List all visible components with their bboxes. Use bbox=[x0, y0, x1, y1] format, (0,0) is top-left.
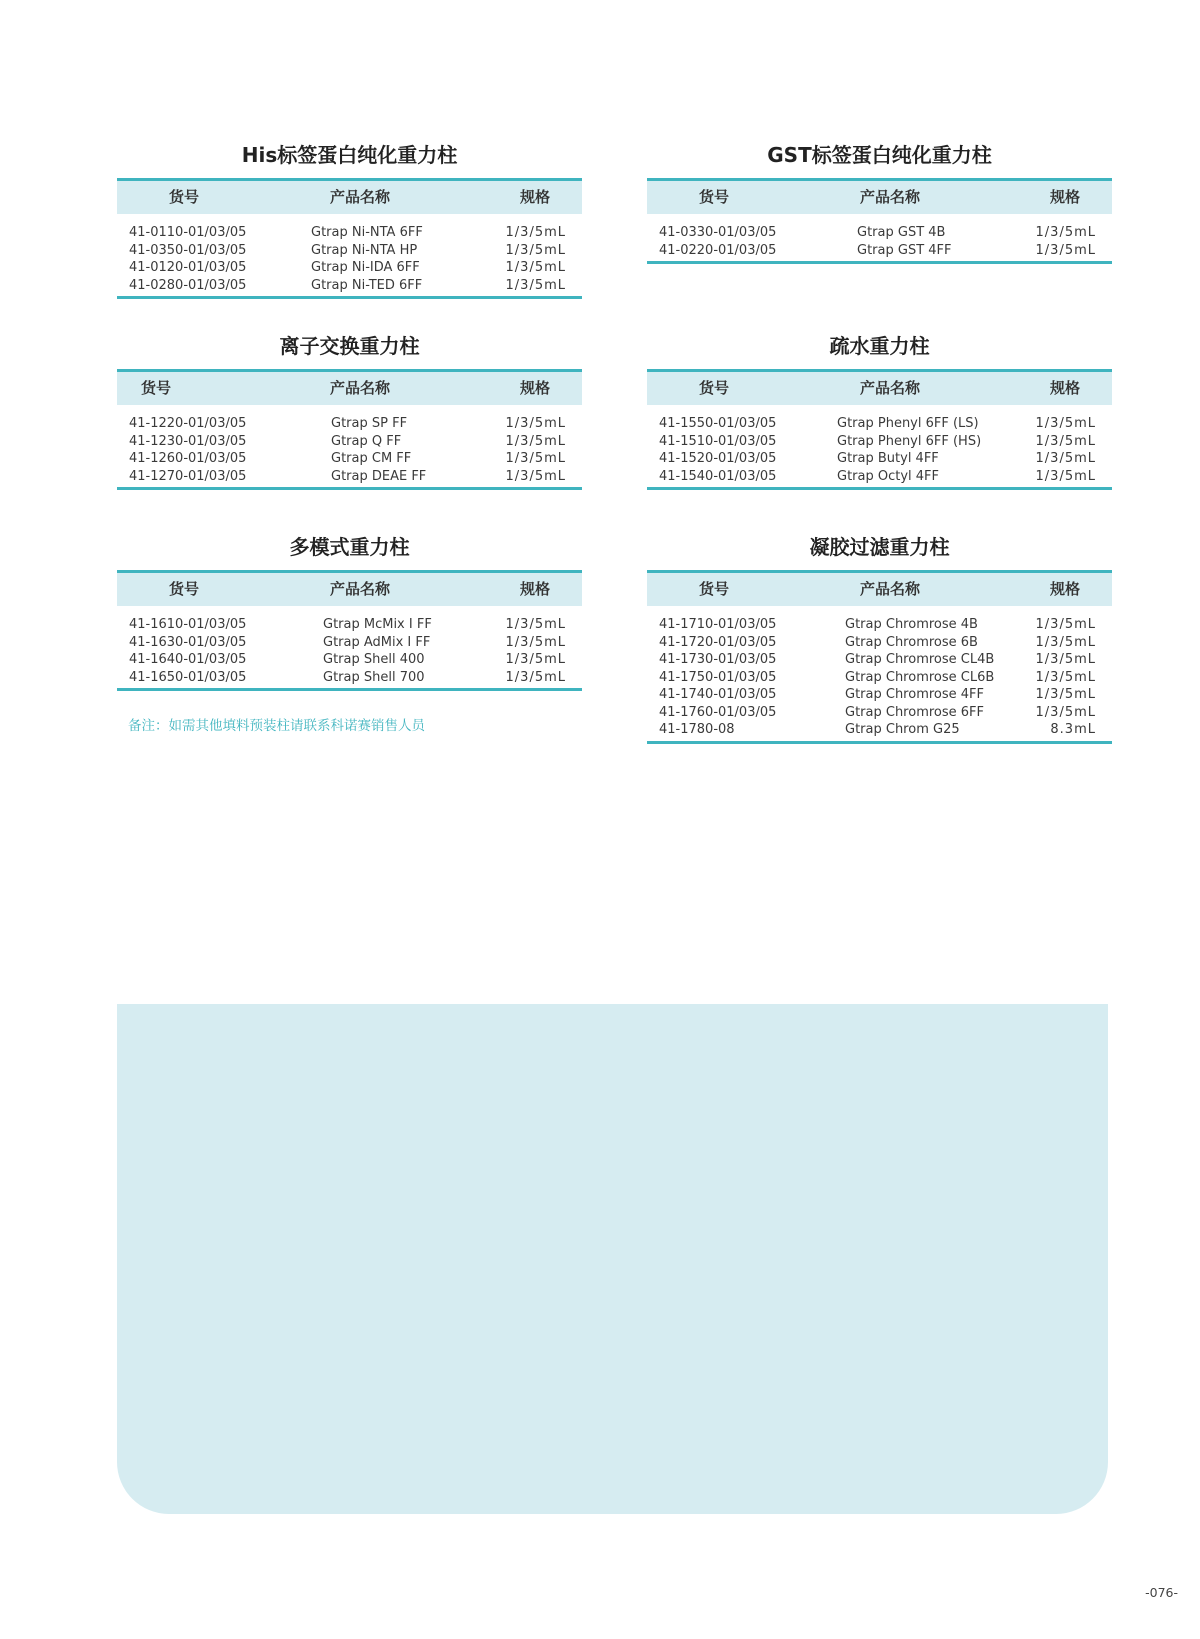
header-product-name: 产品名称 bbox=[330, 188, 391, 206]
product-table bbox=[117, 570, 582, 691]
cell-product-name: Gtrap Ni-NTA HP bbox=[311, 242, 418, 258]
table-title: GST标签蛋白纯化重力柱 bbox=[767, 143, 992, 167]
table-row bbox=[647, 704, 1112, 722]
table-row bbox=[117, 616, 582, 634]
cell-spec: 1/3/5mL bbox=[1035, 704, 1096, 720]
cell-catalog-no: 41-1710-01/03/05 bbox=[659, 617, 777, 632]
table-row bbox=[117, 669, 582, 687]
cell-spec: 1/3/5mL bbox=[505, 652, 566, 667]
table-row bbox=[117, 634, 582, 652]
table-title: 多模式重力柱 bbox=[289, 535, 410, 559]
table-title: 离子交换重力柱 bbox=[279, 334, 420, 358]
table-row bbox=[117, 242, 582, 260]
cell-spec: 1/3/5mL bbox=[1035, 687, 1096, 702]
cell-catalog-no: 41-1730-01/03/05 bbox=[659, 652, 777, 667]
cell-product-name: Gtrap Phenyl 6FF (HS) bbox=[837, 433, 982, 449]
table-row bbox=[647, 634, 1112, 652]
table-header bbox=[117, 369, 582, 405]
header-spec: 规格 bbox=[520, 379, 551, 397]
table-header bbox=[647, 369, 1112, 405]
cell-product-name: Gtrap Chromrose 6B bbox=[845, 634, 978, 650]
cell-catalog-no: 41-1520-01/03/05 bbox=[659, 451, 777, 466]
table-body bbox=[117, 405, 582, 487]
cell-spec: 1/3/5mL bbox=[1035, 652, 1096, 667]
cell-catalog-no: 41-1260-01/03/05 bbox=[129, 451, 247, 466]
cell-spec: 1/3/5mL bbox=[505, 634, 566, 650]
cell-product-name: Gtrap CM FF bbox=[331, 451, 412, 466]
cell-catalog-no: 41-1550-01/03/05 bbox=[659, 416, 777, 431]
table-row bbox=[117, 468, 582, 486]
cell-spec: 1/3/5mL bbox=[505, 260, 566, 275]
cell-catalog-no: 41-1720-01/03/05 bbox=[659, 634, 777, 650]
cell-spec: 1/3/5mL bbox=[505, 242, 566, 258]
product-table bbox=[647, 570, 1112, 744]
table-row bbox=[647, 721, 1112, 739]
cell-product-name: Gtrap Q FF bbox=[331, 433, 402, 449]
table-header bbox=[647, 570, 1112, 606]
header-catalog-no: 货号 bbox=[699, 580, 730, 598]
header-product-name: 产品名称 bbox=[860, 379, 921, 397]
header-spec: 规格 bbox=[520, 580, 551, 598]
header-spec: 规格 bbox=[1050, 379, 1081, 397]
cell-spec: 1/3/5mL bbox=[1035, 416, 1096, 431]
cell-catalog-no: 41-1630-01/03/05 bbox=[129, 634, 247, 650]
table-body bbox=[117, 214, 582, 296]
cell-catalog-no: 41-0110-01/03/05 bbox=[129, 225, 247, 240]
cell-product-name: Gtrap Shell 700 bbox=[323, 669, 425, 685]
cell-spec: 1/3/5mL bbox=[505, 617, 566, 632]
cell-catalog-no: 41-1510-01/03/05 bbox=[659, 433, 777, 449]
product-table bbox=[117, 178, 582, 299]
cell-product-name: Gtrap Butyl 4FF bbox=[837, 451, 939, 466]
header-product-name: 产品名称 bbox=[330, 379, 391, 397]
header-catalog-no: 货号 bbox=[169, 188, 200, 206]
cell-catalog-no: 41-1270-01/03/05 bbox=[129, 468, 247, 484]
table-row bbox=[117, 651, 582, 669]
footnote: 备注：如需其他填料预装柱请联系科诺赛销售人员 bbox=[128, 718, 425, 734]
cell-spec: 8.3mL bbox=[1050, 722, 1096, 737]
cell-product-name: Gtrap Chromrose 4B bbox=[845, 617, 978, 632]
blank-info-panel bbox=[117, 1004, 1108, 1514]
cell-product-name: Gtrap Chromrose CL4B bbox=[845, 652, 995, 667]
cell-spec: 1/3/5mL bbox=[505, 416, 566, 431]
table-title: 疏水重力柱 bbox=[829, 334, 930, 358]
header-product-name: 产品名称 bbox=[860, 188, 921, 206]
cell-catalog-no: 41-1650-01/03/05 bbox=[129, 669, 247, 685]
table-row bbox=[647, 433, 1112, 451]
header-product-name: 产品名称 bbox=[860, 580, 921, 598]
table-body bbox=[647, 405, 1112, 487]
cell-spec: 1/3/5mL bbox=[1035, 669, 1096, 685]
cell-product-name: Gtrap Phenyl 6FF (LS) bbox=[837, 416, 979, 431]
table-title: 凝胶过滤重力柱 bbox=[809, 535, 950, 559]
cell-spec: 1/3/5mL bbox=[1035, 242, 1096, 258]
cell-catalog-no: 41-0330-01/03/05 bbox=[659, 225, 777, 240]
product-table bbox=[647, 369, 1112, 490]
cell-product-name: Gtrap Octyl 4FF bbox=[837, 468, 940, 484]
cell-product-name: Gtrap Ni-NTA 6FF bbox=[311, 225, 423, 240]
header-spec: 规格 bbox=[520, 188, 551, 206]
table-body bbox=[647, 606, 1112, 741]
cell-catalog-no: 41-1230-01/03/05 bbox=[129, 433, 247, 449]
cell-catalog-no: 41-0220-01/03/05 bbox=[659, 242, 777, 258]
cell-spec: 1/3/5mL bbox=[505, 451, 566, 466]
cell-spec: 1/3/5mL bbox=[1035, 634, 1096, 650]
cell-product-name: Gtrap AdMix Ⅰ FF bbox=[323, 634, 431, 650]
cell-catalog-no: 41-0120-01/03/05 bbox=[129, 260, 247, 275]
cell-spec: 1/3/5mL bbox=[505, 277, 566, 293]
cell-catalog-no: 41-1540-01/03/05 bbox=[659, 468, 777, 484]
table-row bbox=[647, 415, 1112, 433]
table-header bbox=[117, 178, 582, 214]
table-title: His标签蛋白纯化重力柱 bbox=[241, 143, 458, 167]
table-row bbox=[117, 415, 582, 433]
cell-catalog-no: 41-0280-01/03/05 bbox=[129, 277, 247, 293]
table-body bbox=[117, 606, 582, 688]
cell-product-name: Gtrap McMix Ⅰ FF bbox=[323, 617, 432, 632]
table-row bbox=[647, 468, 1112, 486]
table-row bbox=[647, 616, 1112, 634]
cell-product-name: Gtrap GST 4FF bbox=[857, 242, 952, 258]
cell-catalog-no: 41-0350-01/03/05 bbox=[129, 242, 247, 258]
table-row bbox=[647, 686, 1112, 704]
cell-spec: 1/3/5mL bbox=[1035, 433, 1096, 449]
table-header bbox=[117, 570, 582, 606]
cell-product-name: Gtrap Chromrose 6FF bbox=[845, 704, 985, 720]
table-row bbox=[647, 651, 1112, 669]
cell-spec: 1/3/5mL bbox=[1035, 225, 1096, 240]
cell-product-name: Gtrap GST 4B bbox=[857, 225, 946, 240]
cell-spec: 1/3/5mL bbox=[1035, 468, 1096, 484]
cell-product-name: Gtrap Shell 400 bbox=[323, 652, 425, 667]
cell-product-name: Gtrap SP FF bbox=[331, 416, 408, 431]
header-product-name: 产品名称 bbox=[330, 580, 391, 598]
cell-spec: 1/3/5mL bbox=[505, 433, 566, 449]
cell-product-name: Gtrap Chromrose 4FF bbox=[845, 687, 985, 702]
cell-catalog-no: 41-1740-01/03/05 bbox=[659, 687, 777, 702]
header-catalog-no: 货号 bbox=[141, 379, 172, 397]
header-catalog-no: 货号 bbox=[169, 580, 200, 598]
table-body bbox=[647, 214, 1112, 261]
cell-catalog-no: 41-1780-08 bbox=[659, 722, 735, 737]
cell-catalog-no: 41-1640-01/03/05 bbox=[129, 652, 247, 667]
table-row bbox=[117, 433, 582, 451]
cell-catalog-no: 41-1750-01/03/05 bbox=[659, 669, 777, 685]
cell-catalog-no: 41-1220-01/03/05 bbox=[129, 416, 247, 431]
table-row bbox=[647, 242, 1112, 260]
table-row bbox=[117, 450, 582, 468]
product-table bbox=[647, 178, 1112, 264]
cell-product-name: Gtrap DEAE FF bbox=[331, 468, 427, 484]
cell-spec: 1/3/5mL bbox=[505, 669, 566, 685]
table-row bbox=[647, 669, 1112, 687]
cell-spec: 1/3/5mL bbox=[1035, 451, 1096, 466]
table-row bbox=[117, 224, 582, 242]
cell-product-name: Gtrap Chrom G25 bbox=[845, 722, 960, 737]
table-row bbox=[647, 450, 1112, 468]
cell-catalog-no: 41-1760-01/03/05 bbox=[659, 704, 777, 720]
cell-product-name: Gtrap Chromrose CL6B bbox=[845, 669, 995, 685]
header-spec: 规格 bbox=[1050, 580, 1081, 598]
product-table bbox=[117, 369, 582, 490]
table-row bbox=[117, 277, 582, 295]
cell-spec: 1/3/5mL bbox=[1035, 617, 1096, 632]
header-spec: 规格 bbox=[1050, 188, 1081, 206]
cell-product-name: Gtrap Ni-TED 6FF bbox=[311, 277, 423, 293]
cell-spec: 1/3/5mL bbox=[505, 225, 566, 240]
header-catalog-no: 货号 bbox=[699, 379, 730, 397]
header-catalog-no: 货号 bbox=[699, 188, 730, 206]
cell-spec: 1/3/5mL bbox=[505, 468, 566, 484]
page-number: -076- bbox=[1145, 1585, 1178, 1600]
cell-catalog-no: 41-1610-01/03/05 bbox=[129, 617, 247, 632]
cell-product-name: Gtrap Ni-IDA 6FF bbox=[311, 260, 420, 275]
table-row bbox=[647, 224, 1112, 242]
table-row bbox=[117, 259, 582, 277]
table-header bbox=[647, 178, 1112, 214]
